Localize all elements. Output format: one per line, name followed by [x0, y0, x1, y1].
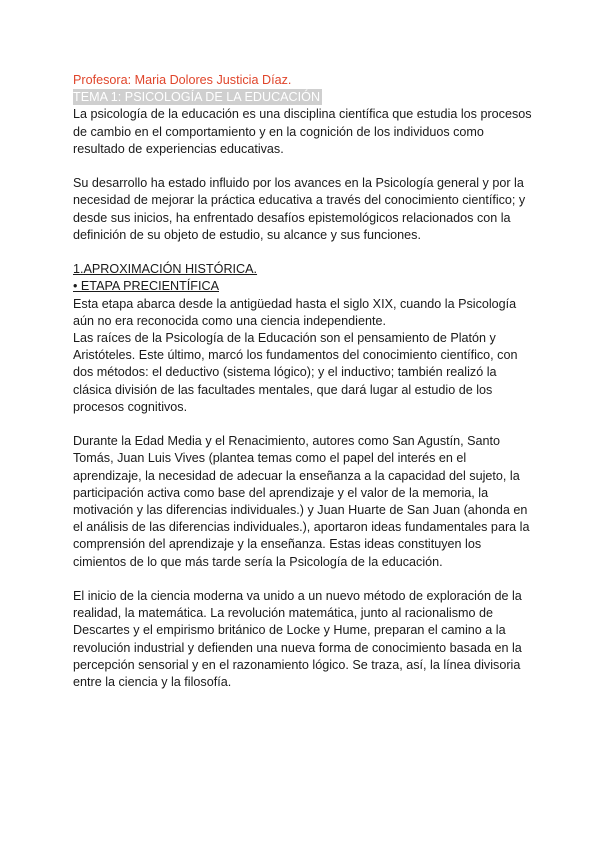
intro-paragraph-1: La psicología de la educación es una disciplina científica que estudia los procesos de cambio en el comportamiento y en la cognición de los individuos como resultado de experiencias educativas. — [73, 107, 532, 156]
topic-title: TEMA 1: PSICOLOGÍA DE LA EDUCACIÓN — [73, 90, 321, 105]
section-paragraph-2: Las raíces de la Psicología de la Educación son el pensamiento de Platón y Aristóteles. Este último, marcó los fundamentos del conocimiento científico, con dos métodos: el deductivo (sistema lógico); y el inductivo; también realizó la clásica división de las facultades mentales, que dará lugar al estudio de los procesos cognitivos. — [73, 331, 518, 414]
spacer — [73, 416, 533, 433]
teacher-line: Profesora: Maria Dolores Justicia Díaz. — [73, 73, 292, 87]
spacer — [73, 158, 533, 175]
spacer — [73, 571, 533, 588]
section-paragraph-1: Esta etapa abarca desde la antigüedad hasta el siglo XIX, cuando la Psicología aún no era reconocida como una ciencia independiente. — [73, 296, 517, 328]
spacer — [73, 244, 533, 261]
subsection-heading: • ETAPA PRECIENTÍFICA — [73, 279, 219, 294]
section-heading: 1.APROXIMACIÓN HISTÓRICA. — [73, 262, 258, 277]
section-paragraph-4: El inicio de la ciencia moderna va unido a un nuevo método de exploración de la realidad, la matemática. La revolución matemática, junto al racionalismo de Descartes y el empirismo británico de Locke y Hume, preparan el camino a la revolución industrial y defienden una nueva forma de conocimiento basada en la percepción sensorial y en el razonamiento lógico. Se traza, así, la línea divisoria entre la ciencia y la filosofía. — [73, 589, 522, 690]
document-page — [73, 72, 533, 691]
intro-paragraph-2: Su desarrollo ha estado influido por los avances en la Psicología general y por la necesidad de mejorar la práctica educativa a través del conocimiento científico; y desde sus inicios, ha enfrentado desafíos epistemológicos relacionados con la definición de su objeto de estudio, su alcance y sus funciones. — [73, 176, 526, 242]
section-paragraph-3: Durante la Edad Media y el Renacimiento, autores como San Agustín, Santo Tomás, Juan Luis Vives (plantea temas como el papel del interés en el aprendizaje, la necesidad de adecuar la enseñanza a la capacidad del sujeto, la participación activa como base del aprendizaje y el valor de la memoria, la motivación y las diferencias individuales.) y Juan Huarte de San Juan (ahonda en el análisis de las diferencias individuales.), aportaron ideas fundamentales para la comprensión del aprendizaje y la enseñanza. Estas ideas constituyen los cimientos de lo que más tarde sería la Psicología de la educación. — [73, 434, 530, 569]
